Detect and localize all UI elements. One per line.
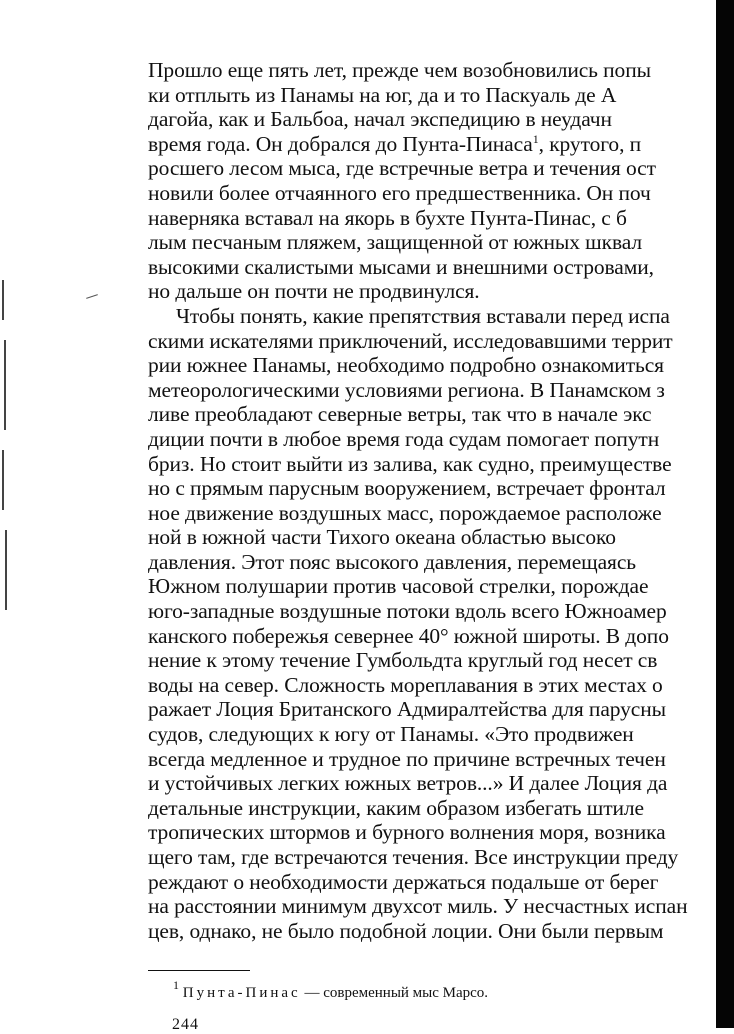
text-line: Прошло еще пять лет, прежде чем возобновились попы	[148, 58, 651, 82]
text-line: Южном полушарии против часовой стрелки, порождае	[148, 574, 649, 599]
text-line: росшего лесом мыса, где встречные ветра и течения ост	[148, 156, 656, 181]
scan-binding-shadow	[716, 0, 734, 1028]
text-line: тропических штормов и бурного волнения моря, возника	[148, 820, 666, 845]
text-line: ливе преобладают северные ветры, так что в начале экс	[148, 402, 652, 427]
text-line: скими искателями приключений, исследовавшими террит	[148, 328, 673, 353]
text-line: дагойа, как и Бальбоа, начал экспедицию в неудачн	[148, 107, 612, 132]
text-line: ной в южной части Тихого океана областью высоко	[148, 525, 616, 550]
text-line: наверняка вставал на якорь в бухте Пунта-Пинас, с б	[148, 205, 627, 230]
text-line: нение к этому течение Гумбольдта круглый год несет св	[148, 648, 658, 673]
text-line: реждают о необходимости держаться подальше от берег	[148, 869, 659, 894]
page-number: 244	[172, 1016, 199, 1033]
text-line: диции почти в любое время года судам помогает попутн	[148, 426, 660, 451]
text-line: щего там, где встречаются течения. Все инструкции преду	[148, 845, 679, 869]
text-line: бриз. Но стоит выйти из залива, как судно, преимуществе	[148, 451, 672, 476]
text-line: но с прямым парусным вооружением, встречает фронтал	[148, 476, 666, 501]
text-line: судов, следующих к югу от Панамы. «Это продвижен	[148, 722, 634, 747]
footnote-dash: —	[304, 985, 320, 1001]
footnote-divider	[148, 970, 250, 971]
text-line: лым песчаным пляжем, защищенной от южных шквал	[148, 230, 642, 255]
footnote-text: современный мыс Марсо.	[323, 985, 489, 1001]
footnote-reference: 1	[532, 131, 539, 146]
text-line: воды на север. Сложность мореплавания в этих местах о	[148, 672, 663, 697]
text-line: юго-западные воздушные потоки вдоль всего Южноамер	[148, 599, 667, 624]
text-line: и устойчивых легких южных ветров...» И далее Лоция да	[148, 771, 668, 796]
footnote-marker: 1	[173, 978, 179, 992]
text-line-with-footnote	[148, 132, 734, 157]
paragraph-1	[148, 58, 734, 304]
text-segment: время года. Он добрался до Пунта-Пинаса	[148, 131, 533, 156]
text-line: высокими скалистыми мысами и внешними островами,	[148, 254, 654, 279]
text-line: детальные инструкции, каким образом избегать штиле	[148, 795, 644, 820]
text-line: ки отплыть из Панамы на юг, да и то Паскуаль де А	[148, 82, 617, 107]
text-line: ное движение воздушных масс, порождаемое расположе	[148, 500, 662, 525]
text-line: но дальше он почти не продвинулся.	[148, 279, 480, 304]
footnote	[173, 978, 489, 1002]
text-line: давления. Этот пояс высокого давления, перемещаясь	[148, 549, 636, 574]
text-line: всегда медленное и трудное по причине встречных течен	[148, 746, 666, 771]
scan-gutter-marks	[0, 270, 12, 620]
text-line: метеорологическими условиями региона. В Панамском з	[148, 377, 665, 402]
text-line: Чтобы понять, какие препятствия вставали перед испа	[176, 303, 670, 328]
text-line: новили более отчаянного его предшественника. Он поч	[148, 180, 651, 205]
paragraph-2	[148, 304, 734, 943]
text-line: ражает Лоция Британского Адмиралтейства для парусны	[148, 697, 666, 722]
text-line: цев, однако, не было подобной лоции. Они были первым	[148, 918, 664, 943]
body-text	[148, 58, 734, 943]
text-line: на расстоянии минимум двухсот миль. У несчастных испан	[148, 894, 688, 919]
text-line: канского побережья севернее 40° южной широты. В допо	[148, 623, 669, 648]
scan-margin-mark	[86, 294, 98, 299]
text-segment: , крутого, п	[538, 131, 642, 156]
footnote-term: Пунта-Пинас	[182, 985, 301, 1001]
text-line: рии южнее Панамы, необходимо подробно ознакомиться	[148, 353, 664, 378]
